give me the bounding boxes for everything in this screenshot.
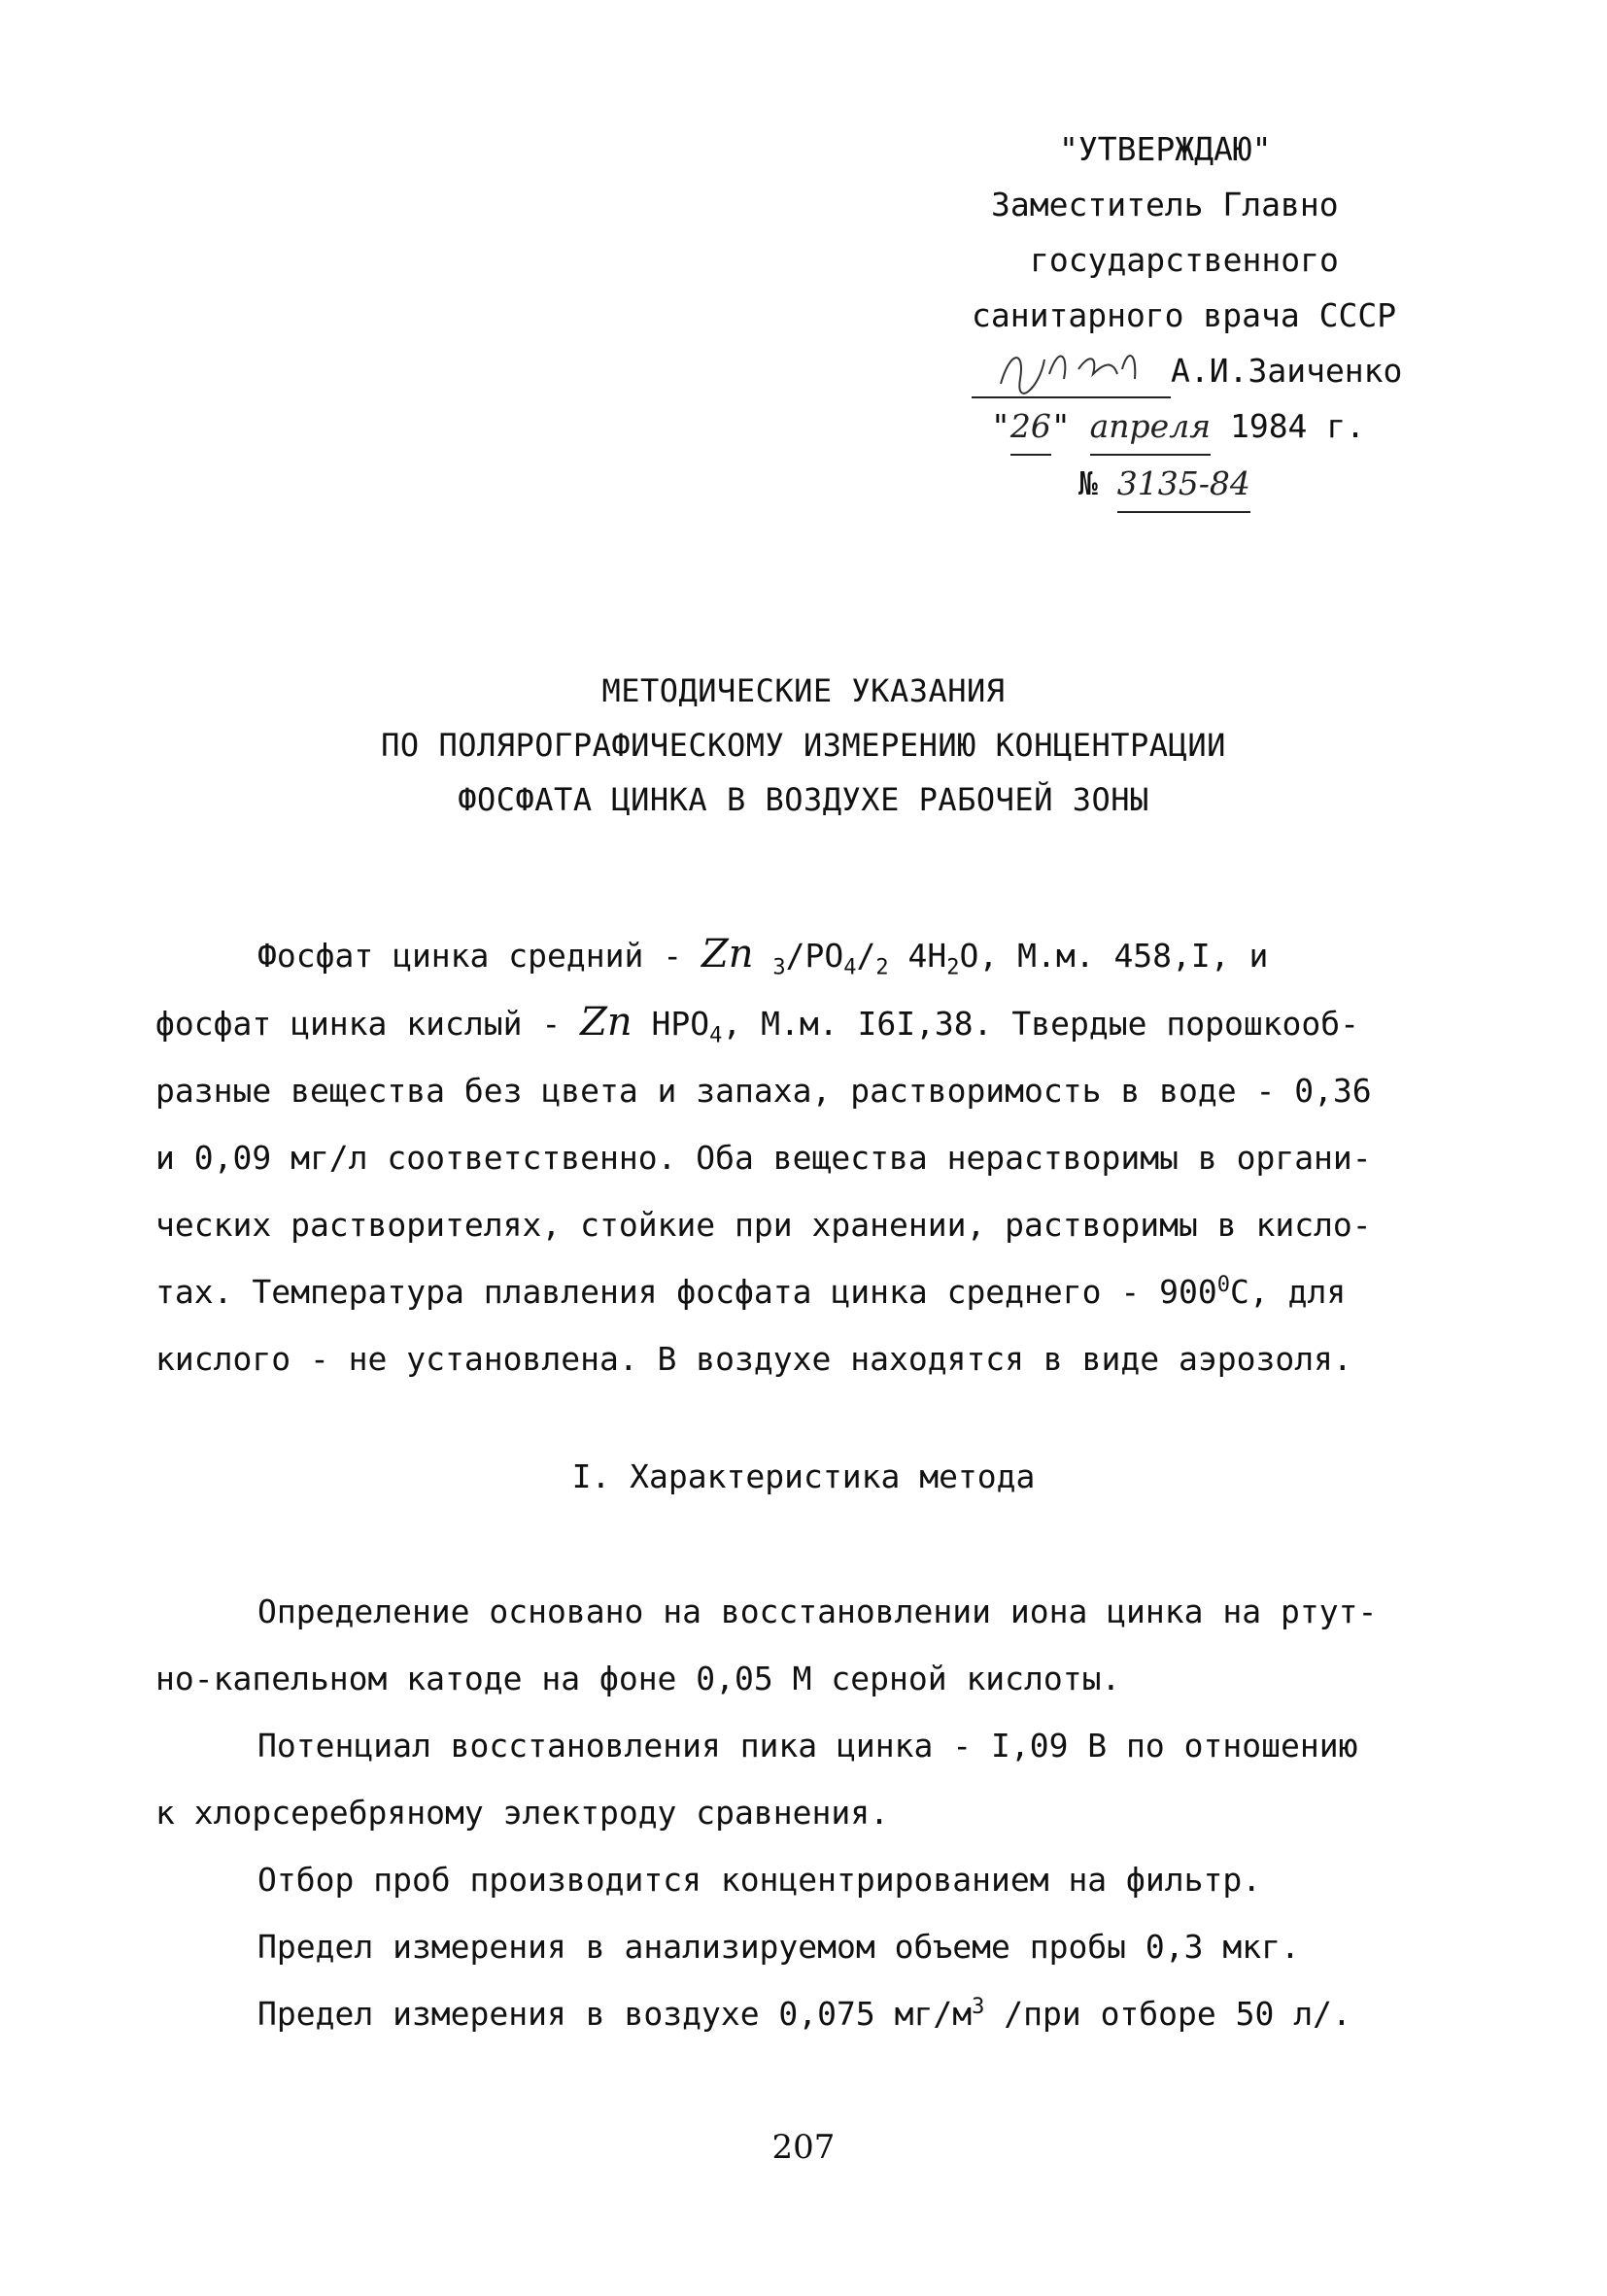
subscript: 4 [843, 955, 857, 980]
method-paragraphs [155, 1578, 1438, 2047]
approval-heading: "УТВЕРЖДАЮ" [1059, 130, 1272, 168]
subscript: 4 [709, 1023, 723, 1048]
approval-signatory: А.И.Заиченко [1171, 352, 1403, 390]
superscript: 0 [1216, 1273, 1230, 1297]
intro-text: С, для [1229, 1273, 1347, 1311]
document-title [0, 664, 1607, 827]
signature-scribble-icon [991, 340, 1166, 398]
title-line2: ПО ПОЛЯРОГРАФИЧЕСКОМУ ИЗМЕРЕНИЮ КОНЦЕНТРАЦИИ [381, 727, 1226, 764]
method-line7 [155, 1980, 1438, 2047]
method-line6: Предел измерения в анализируемом объеме пробы 0,3 мкг. [257, 1928, 1300, 1966]
number-sign: № [1078, 464, 1098, 502]
intro-text: фосфат цинка кислый - [155, 1005, 581, 1043]
method-line5: Отбор проб производится концентрированием на фильтр. [257, 1861, 1262, 1899]
approval-number-value: 3135-84 [1117, 456, 1250, 513]
intro-text: тах. Температура плавления фосфата цинка среднего - 900 [155, 1273, 1217, 1311]
intro-line3: разные вещества без цвета и запаха, растворимость в воде - 0,36 [155, 1072, 1372, 1110]
title-line1: МЕТОДИЧЕСКИЕ УКАЗАНИЯ [601, 672, 1006, 709]
intro-text: Фосфат цинка средний - [257, 937, 701, 975]
approval-position-line3: санитарного врача СССР [972, 296, 1397, 334]
method-line4: к хлорсеребряному электроду сравнения. [155, 1794, 889, 1832]
intro-line4: и 0,09 мг/л соответственно. Оба вещества нерастворимы в органи- [155, 1139, 1372, 1177]
handwritten-signature [972, 358, 1171, 398]
approval-signature-line [952, 343, 1457, 398]
approval-position-line2: государственного [1030, 241, 1339, 279]
superscript: 3 [972, 1995, 985, 2019]
intro-line6 [155, 1258, 1438, 1325]
page-number: 207 [771, 2128, 836, 2167]
intro-text: O, М.м. 458,I, и [959, 937, 1269, 975]
section-heading: I. Характеристика метода [571, 1457, 1036, 1495]
date-quote-close: " [1050, 407, 1071, 445]
formula-part: HPO [632, 1005, 710, 1043]
formula-part: 4H [888, 937, 947, 975]
zn-symbol: Zn [701, 932, 754, 977]
intro-line5: ческих растворителях, стойкие при хранении, растворимы в кисло- [155, 1206, 1372, 1244]
subscript: 2 [875, 955, 889, 980]
subscript: 3 [772, 955, 786, 980]
intro-paragraph [155, 921, 1438, 1392]
zn-symbol: Zn [580, 1000, 633, 1045]
intro-text: , М.м. I6I,38. Твердые порошкооб- [722, 1005, 1360, 1043]
date-day: 26 [1010, 398, 1051, 456]
approval-date [952, 398, 1457, 456]
method-text: /при отборе 50 л/. [984, 1995, 1351, 2033]
approval-number [952, 456, 1457, 513]
method-line2: но-капельном катоде на фоне 0,05 М серной кислоты. [155, 1660, 1121, 1697]
intro-line7: кислого - не установлена. В воздухе находятся в виде аэрозоля. [155, 1340, 1352, 1378]
formula-part: / [856, 937, 876, 975]
approval-block [952, 121, 1457, 513]
date-quote-open: " [991, 407, 1010, 445]
subscript: 2 [946, 955, 960, 980]
date-year: 1984 г. [1229, 407, 1366, 445]
formula-part: /PO [785, 937, 844, 975]
method-line3: Потенциал восстановления пика цинка - I,09 В по отношению [257, 1727, 1358, 1765]
intro-line1 [155, 921, 1438, 989]
title-line3: ФОСФАТА ЦИНКА В ВОЗДУХЕ РАБОЧЕЙ ЗОНЫ [458, 781, 1149, 818]
method-line1: Определение основано на восстановлении иона цинка на ртут- [257, 1593, 1378, 1630]
date-month: апреля [1090, 398, 1211, 456]
approval-position-line1: Заместитель Главно [991, 186, 1339, 223]
intro-line2 [155, 989, 1438, 1057]
method-text: Предел измерения в воздухе 0,075 мг/м [257, 1995, 973, 2033]
